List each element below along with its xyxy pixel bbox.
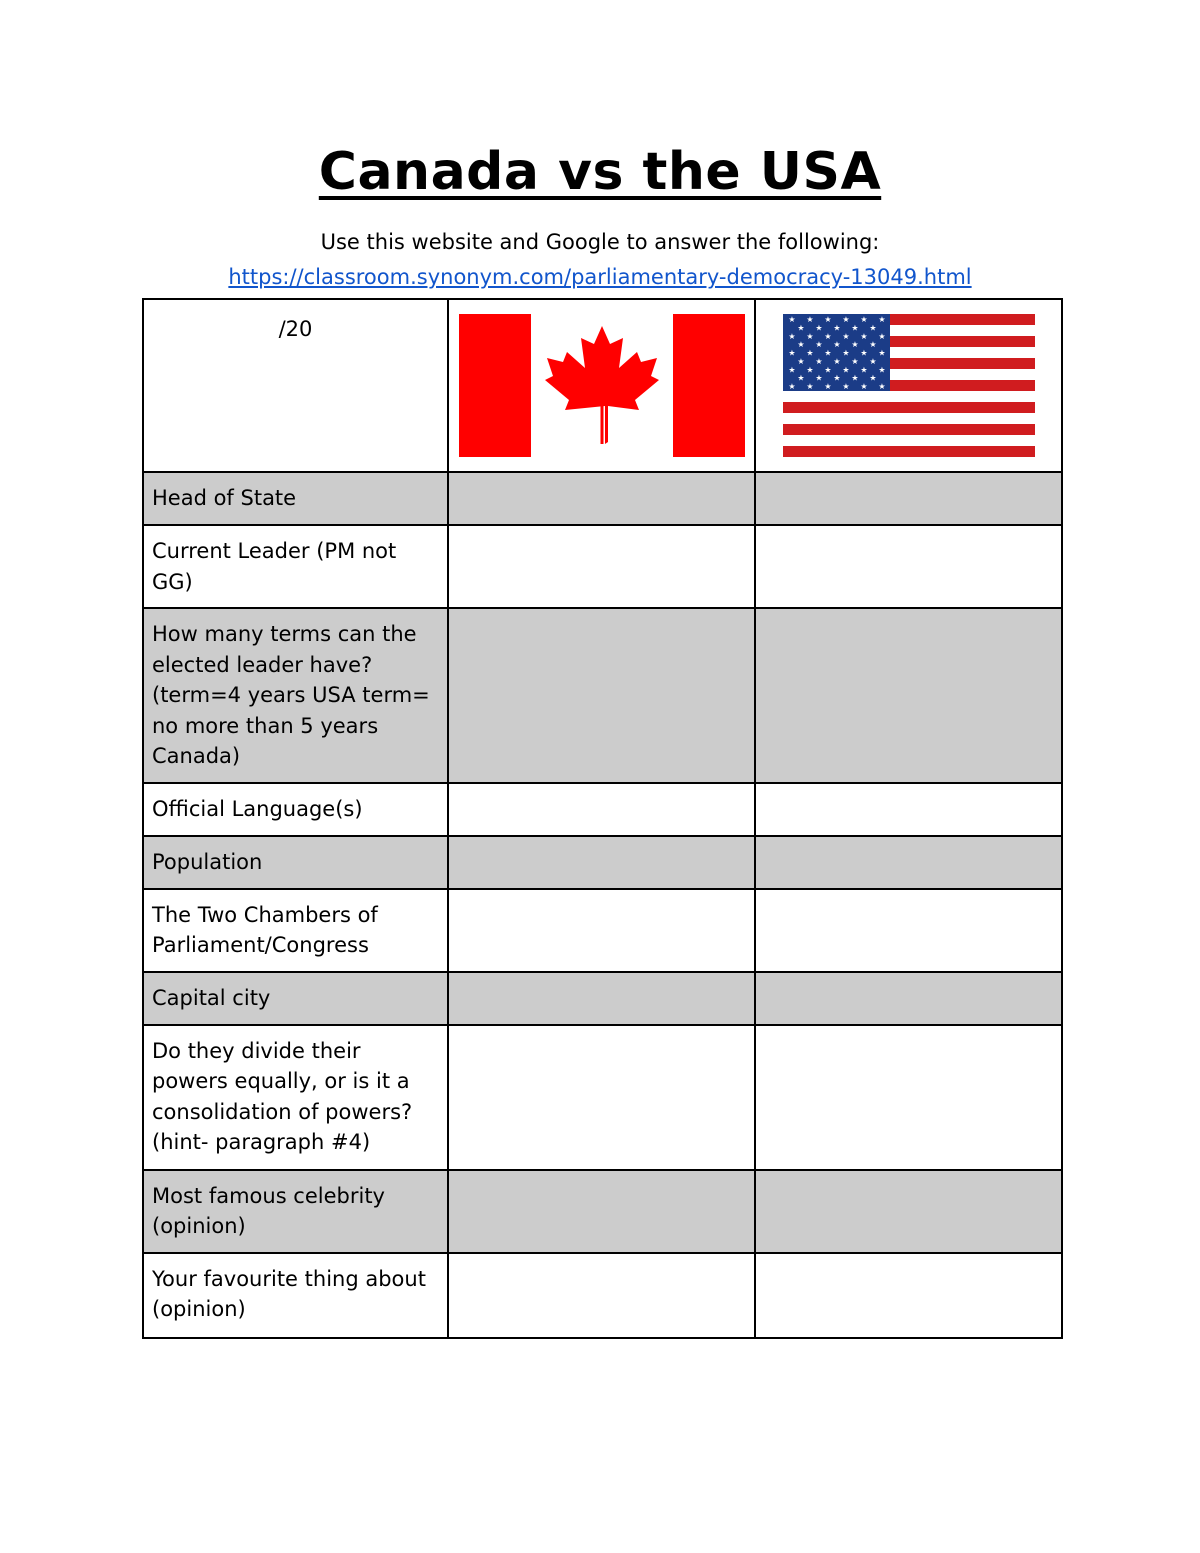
- svg-text:★: ★: [859, 382, 868, 391]
- svg-text:★: ★: [850, 340, 859, 350]
- canada-answer-cell[interactable]: [448, 1025, 755, 1170]
- table-row: [143, 783, 1062, 836]
- row-label: The Two Chambers of Parliament/Congress: [143, 889, 448, 972]
- svg-text:★: ★: [787, 315, 796, 324]
- svg-text:★: ★: [877, 331, 886, 341]
- svg-text:★: ★: [814, 373, 823, 383]
- row-label: Capital city: [143, 972, 448, 1025]
- svg-text:★: ★: [859, 331, 868, 341]
- row-label: Most famous celebrity (opinion): [143, 1170, 448, 1253]
- svg-text:★: ★: [841, 365, 850, 375]
- canada-answer-cell[interactable]: [448, 783, 755, 836]
- svg-text:★: ★: [832, 373, 841, 383]
- score-cell: /20: [143, 299, 448, 472]
- svg-text:★: ★: [823, 365, 832, 375]
- canada-answer-cell[interactable]: [448, 608, 755, 783]
- svg-text:★: ★: [832, 356, 841, 366]
- usa-answer-cell[interactable]: [755, 1025, 1062, 1170]
- svg-text:★: ★: [796, 373, 805, 383]
- svg-text:★: ★: [859, 348, 868, 358]
- usa-answer-cell[interactable]: [755, 1170, 1062, 1253]
- page-title-text: Canada vs the USA: [318, 142, 882, 202]
- svg-text:★: ★: [859, 365, 868, 375]
- svg-text:★: ★: [832, 340, 841, 350]
- resource-link[interactable]: https://classroom.synonym.com/parliamentary-democracy-13049.html: [228, 265, 972, 289]
- svg-text:★: ★: [796, 356, 805, 366]
- svg-text:★: ★: [841, 348, 850, 358]
- canada-answer-cell[interactable]: [448, 1253, 755, 1338]
- row-label: Current Leader (PM not GG): [143, 525, 448, 608]
- usa-flag-cell: [755, 299, 1062, 472]
- table-row: [143, 1170, 1062, 1253]
- canada-flag-cell: [448, 299, 755, 472]
- svg-text:★: ★: [796, 323, 805, 333]
- canada-answer-cell[interactable]: [448, 889, 755, 972]
- canada-answer-cell[interactable]: [448, 472, 755, 525]
- svg-text:★: ★: [850, 373, 859, 383]
- usa-answer-cell[interactable]: [755, 783, 1062, 836]
- table-row: [143, 972, 1062, 1025]
- resource-link-wrapper: [0, 265, 1200, 289]
- svg-text:★: ★: [868, 356, 877, 366]
- table-row: [143, 608, 1062, 783]
- svg-text:★: ★: [841, 331, 850, 341]
- row-label: Do they divide their powers equally, or is it a consolidation of powers? (hint- paragraph #4): [143, 1025, 448, 1170]
- svg-text:★: ★: [823, 331, 832, 341]
- instructions-text: Use this website and Google to answer the following:: [320, 230, 880, 254]
- usa-answer-cell[interactable]: [755, 836, 1062, 889]
- table-row: [143, 889, 1062, 972]
- svg-text:★: ★: [805, 382, 814, 391]
- svg-text:★: ★: [805, 365, 814, 375]
- svg-text:★: ★: [832, 323, 841, 333]
- usa-answer-cell[interactable]: [755, 1253, 1062, 1338]
- svg-text:★: ★: [877, 382, 886, 391]
- usa-answer-cell[interactable]: [755, 472, 1062, 525]
- row-label: Head of State: [143, 472, 448, 525]
- svg-text:★: ★: [841, 382, 850, 391]
- svg-text:★: ★: [805, 331, 814, 341]
- canada-answer-cell[interactable]: [448, 525, 755, 608]
- svg-text:★: ★: [787, 382, 796, 391]
- usa-flag-icon: [783, 314, 1035, 457]
- svg-text:★: ★: [787, 365, 796, 375]
- row-label: Your favourite thing about (opinion): [143, 1253, 448, 1338]
- svg-text:★: ★: [805, 348, 814, 358]
- svg-text:★: ★: [877, 315, 886, 324]
- svg-text:★: ★: [850, 356, 859, 366]
- svg-text:★: ★: [796, 340, 805, 350]
- comparison-table: [142, 298, 1063, 1339]
- row-label: Population: [143, 836, 448, 889]
- svg-text:★: ★: [814, 323, 823, 333]
- canada-answer-cell[interactable]: [448, 972, 755, 1025]
- flag-header-row: [143, 299, 1062, 472]
- svg-text:★: ★: [859, 315, 868, 324]
- svg-text:★: ★: [877, 365, 886, 375]
- table-row: [143, 472, 1062, 525]
- usa-answer-cell[interactable]: [755, 889, 1062, 972]
- svg-text:★: ★: [868, 340, 877, 350]
- svg-text:★: ★: [877, 348, 886, 358]
- canada-answer-cell[interactable]: [448, 1170, 755, 1253]
- row-label: How many terms can the elected leader have? (term=4 years USA term= no more than 5 years Canada): [143, 608, 448, 783]
- table-row: [143, 1253, 1062, 1338]
- svg-text:★: ★: [814, 340, 823, 350]
- svg-text:★: ★: [868, 373, 877, 383]
- table-row: [143, 836, 1062, 889]
- page-title: [0, 142, 1200, 202]
- usa-answer-cell[interactable]: [755, 608, 1062, 783]
- row-label: Official Language(s): [143, 783, 448, 836]
- svg-text:★: ★: [814, 356, 823, 366]
- svg-text:★: ★: [823, 382, 832, 391]
- table-row: [143, 1025, 1062, 1170]
- svg-text:★: ★: [823, 315, 832, 324]
- svg-text:★: ★: [787, 348, 796, 358]
- usa-answer-cell[interactable]: [755, 525, 1062, 608]
- canada-answer-cell[interactable]: [448, 836, 755, 889]
- canada-flag-icon: [459, 314, 745, 457]
- svg-text:★: ★: [841, 315, 850, 324]
- svg-text:★: ★: [787, 331, 796, 341]
- table-row: [143, 525, 1062, 608]
- svg-text:★: ★: [850, 323, 859, 333]
- svg-text:★: ★: [823, 348, 832, 358]
- svg-text:★: ★: [805, 315, 814, 324]
- usa-answer-cell[interactable]: [755, 972, 1062, 1025]
- svg-text:★: ★: [868, 323, 877, 333]
